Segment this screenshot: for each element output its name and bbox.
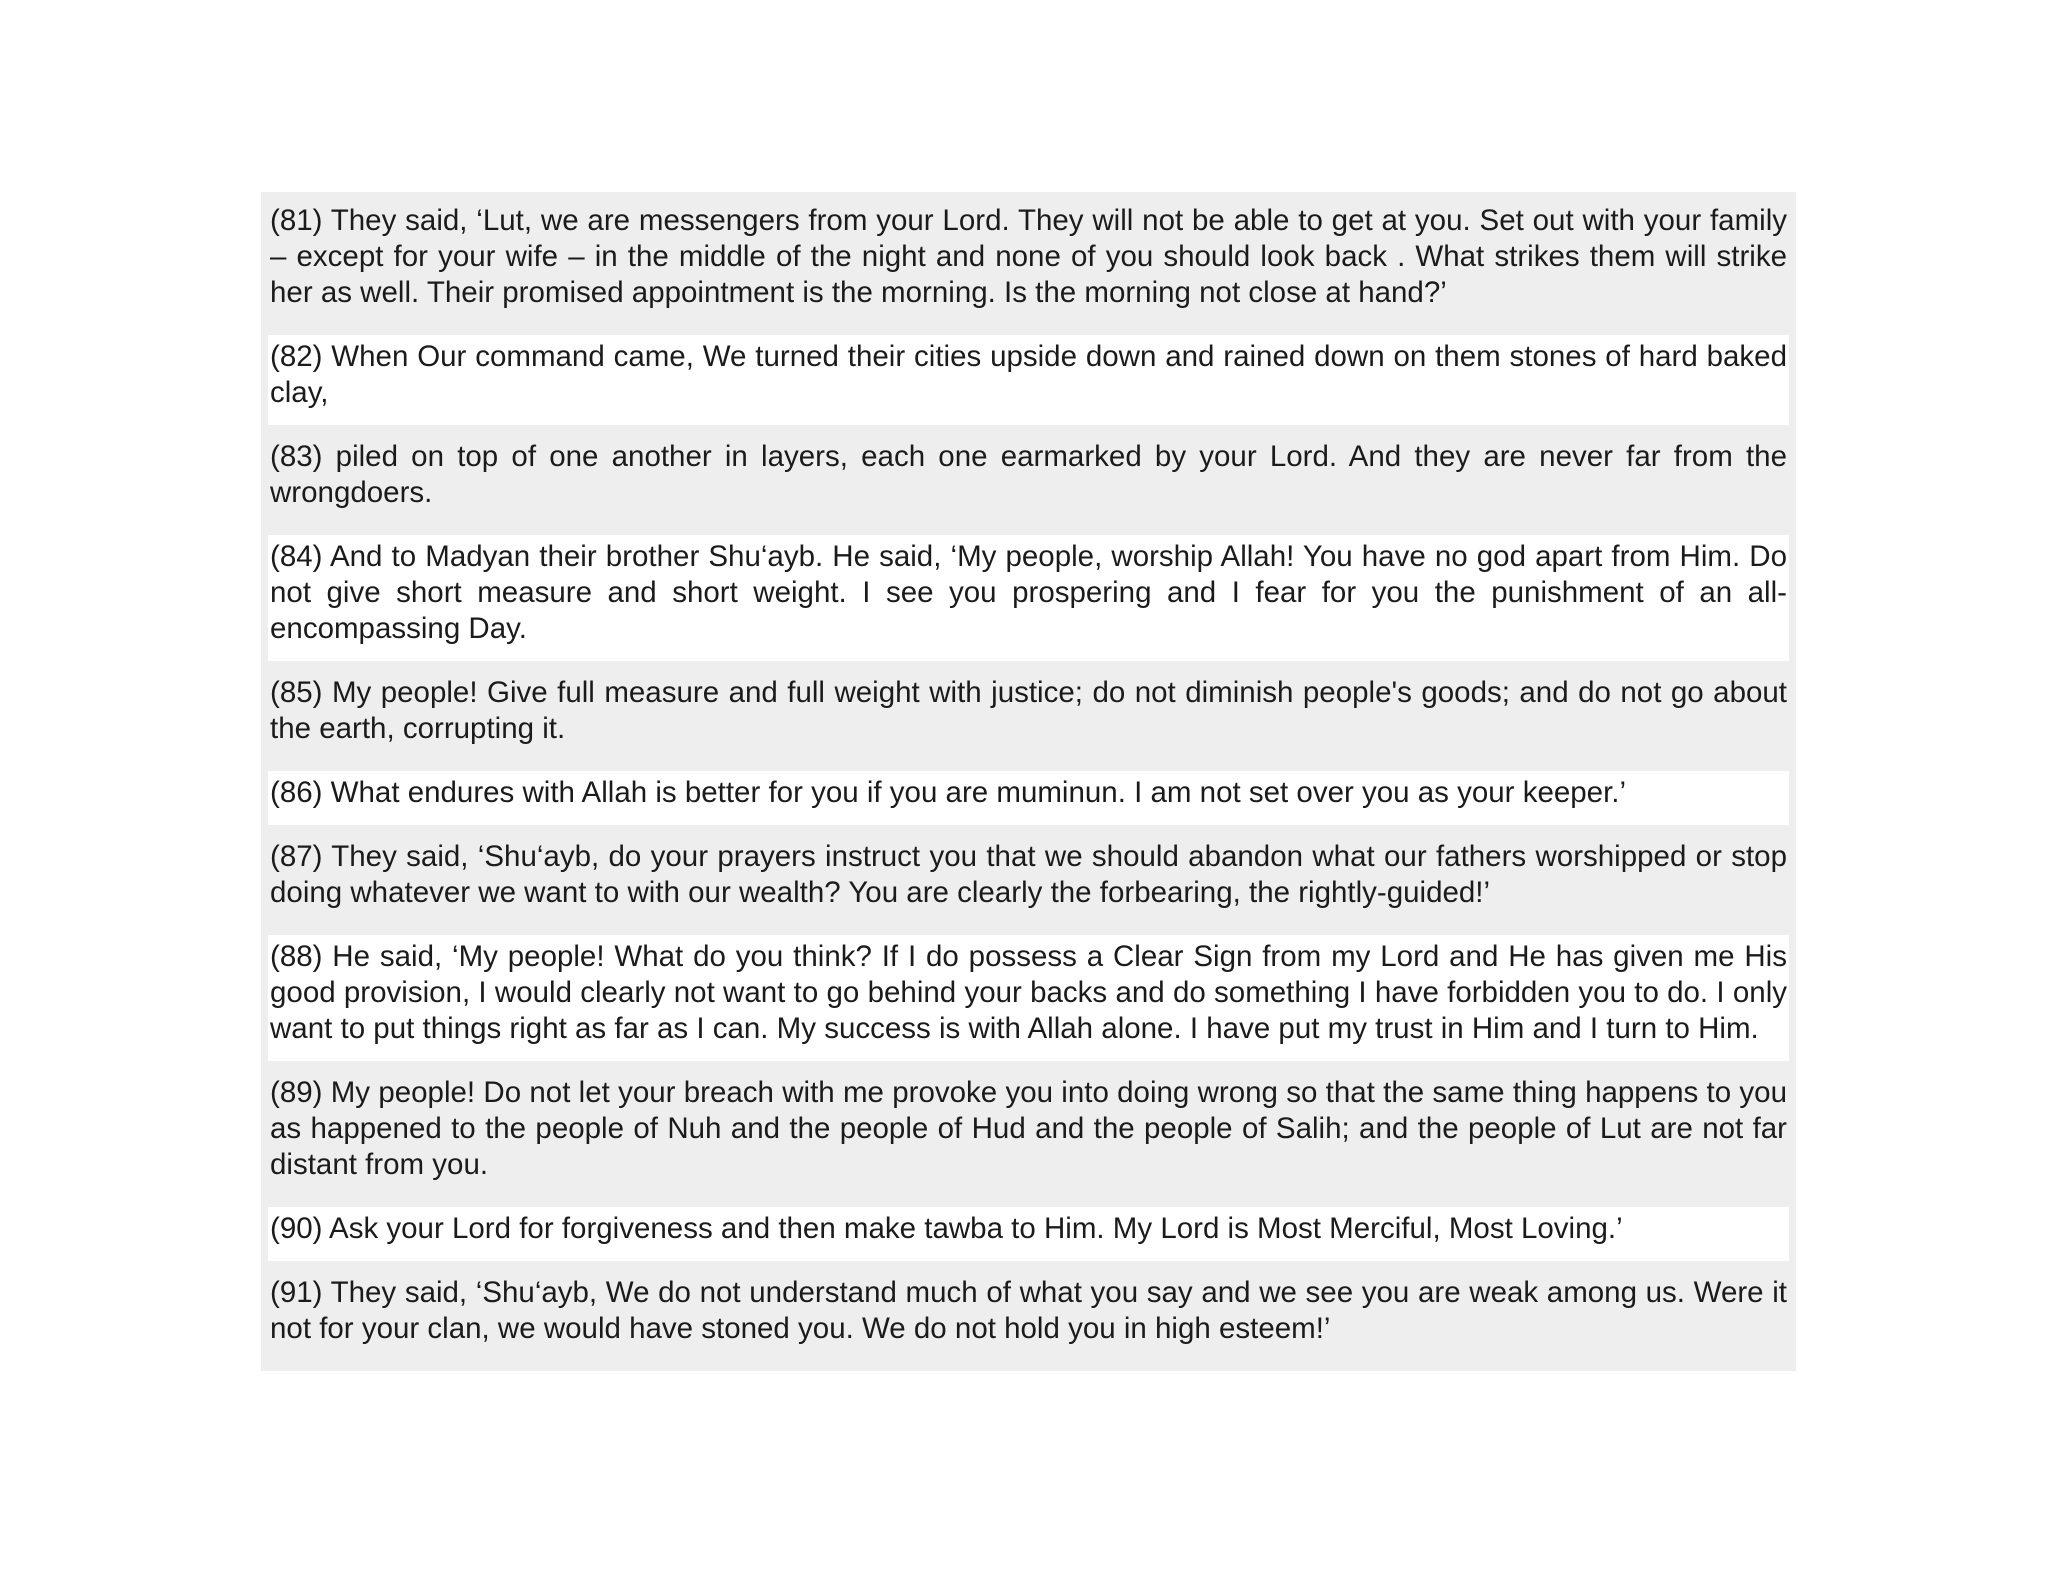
verse-81: (81) They said, ‘Lut, we are messengers from your Lord. They will not be able to get at you. Set out with your family – except for your wife – in the middle of the night and none of you should look back . What strikes them will strike her as well. Their promised appointment is the morning. Is the morning not close at hand?’ (268, 199, 1789, 325)
verse-88: (88) He said, ‘My people! What do you think? If I do possess a Clear Sign from my Lord and He has given me His good provision, I would clearly not want to go behind your backs and do something I have forbidden you to do. I only want to put things right as far as I can. My success is with Allah alone. I have put my trust in Him and I turn to Him. (268, 935, 1789, 1061)
verse-90: (90) Ask your Lord for forgiveness and then make tawba to Him. My Lord is Most Merciful, Most Loving.’ (268, 1207, 1789, 1261)
verse-91: (91) They said, ‘Shu‘ayb, We do not understand much of what you say and we see you are weak among us. Were it not for your clan, we would have stoned you. We do not hold you in high esteem!’ (268, 1271, 1789, 1361)
verse-84: (84) And to Madyan their brother Shu‘ayb. He said, ‘My people, worship Allah! You have no god apart from Him. Do not give short measure and short weight. I see you prospering and I fear for you the punishment of an all-encompassing Day. (268, 535, 1789, 661)
verse-86: (86) What endures with Allah is better for you if you are muminun. I am not set over you as your keeper.’ (268, 771, 1789, 825)
verse-82: (82) When Our command came, We turned their cities upside down and rained down on them stones of hard baked clay, (268, 335, 1789, 425)
verse-87: (87) They said, ‘Shu‘ayb, do your prayers instruct you that we should abandon what our fathers worshipped or stop doing whatever we want to with our wealth? You are clearly the forbearing, the rightly-guided!’ (268, 835, 1789, 925)
verse-85: (85) My people! Give full measure and full weight with justice; do not diminish people's goods; and do not go about the earth, corrupting it. (268, 671, 1789, 761)
verse-89: (89) My people! Do not let your breach with me provoke you into doing wrong so that the same thing happens to you as happened to the people of Nuh and the people of Hud and the people of Salih; and the people of Lut are not far distant from you. (268, 1071, 1789, 1197)
verse-83: (83) piled on top of one another in layers, each one earmarked by your Lord. And they are never far from the wrongdoers. (268, 435, 1789, 525)
verse-table (261, 192, 1796, 1371)
